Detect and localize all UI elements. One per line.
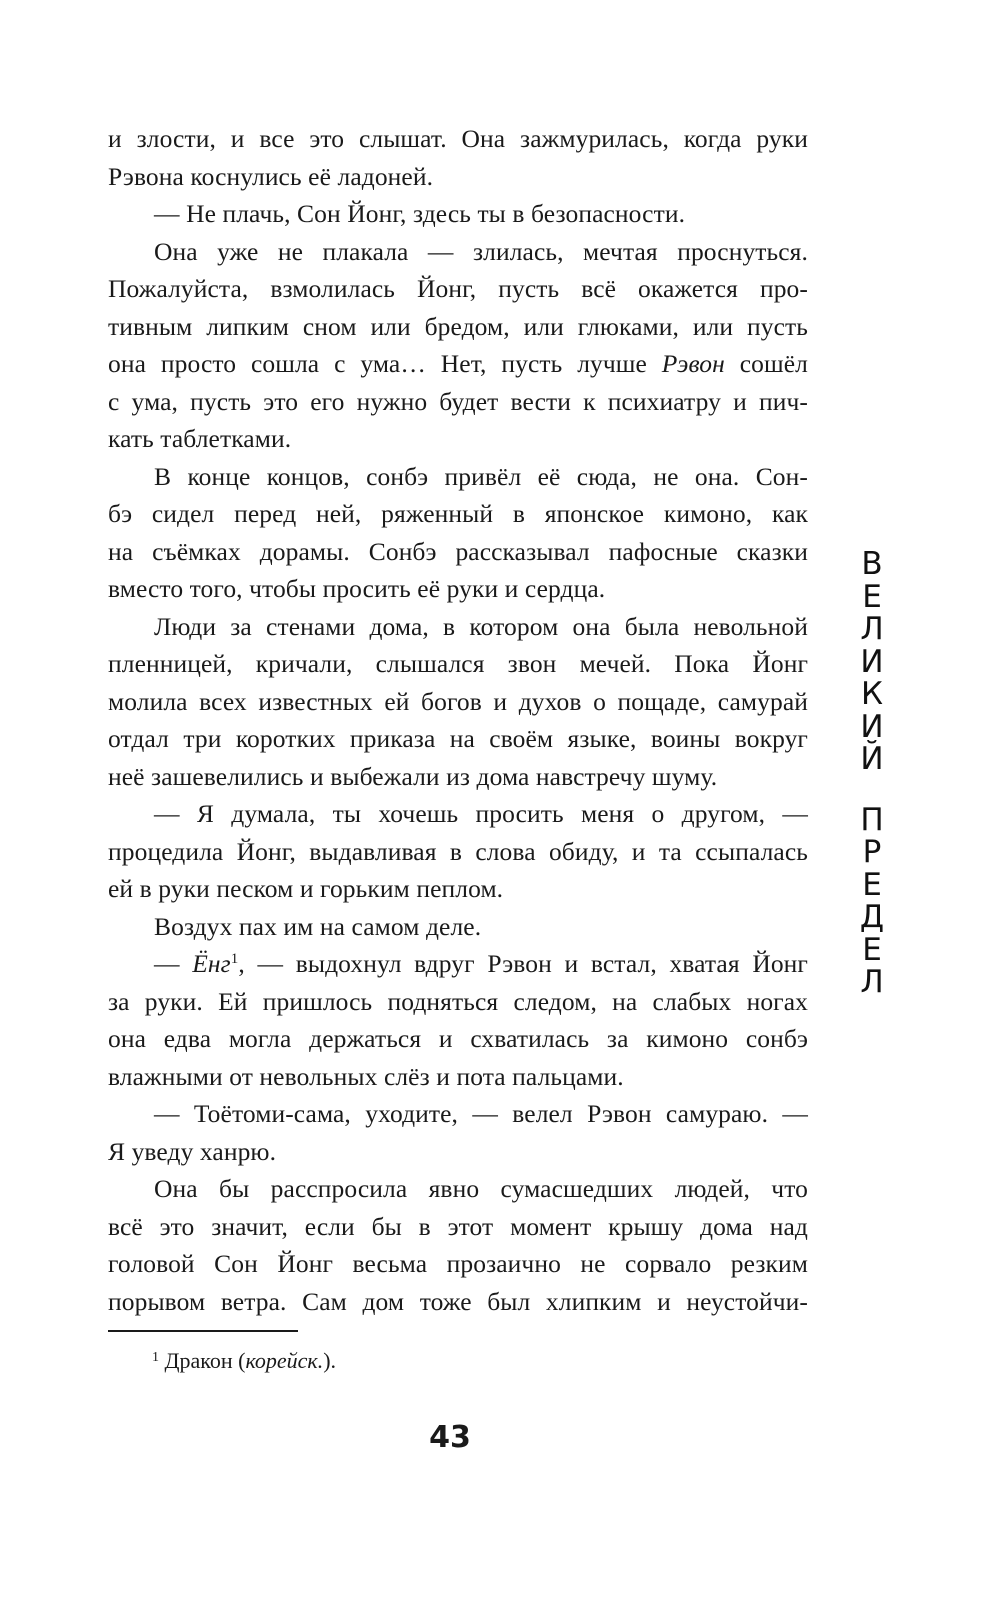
text-line: головой Сон Йонг весьма прозаично не сорвало резким: [108, 1249, 808, 1278]
text-line: Пожалуйста, взмолилась Йонг, пусть всё окажется про-: [108, 274, 808, 303]
title-letter: Й: [860, 741, 884, 777]
text-line: тивным липким сном или бредом, или глюками, или пусть: [108, 311, 808, 341]
text-line: пленницей, кричали, слышался звон мечей. Пока Йонг: [108, 649, 808, 678]
text-line: процедила Йонг, выдавливая в слова обиду, и та ссыпалась: [108, 836, 808, 866]
text-segment: , — выдохнул вдруг Рэвон и встал, хватая Йонг: [238, 949, 808, 978]
text-line: [108, 345, 808, 383]
footnote-reference: 1: [230, 951, 239, 967]
title-letter: Д: [859, 899, 885, 935]
text-segment: она просто сошла с ума… Нет, пусть лучше: [108, 349, 662, 378]
text-line: ей в руки песком и горьким пеплом.: [108, 874, 504, 903]
title-letter: Е: [862, 931, 882, 968]
footnote-tail: ).: [323, 1348, 337, 1373]
text-line: кать таблетками.: [108, 424, 292, 453]
footnote-divider: [108, 1330, 298, 1332]
text-line: за руки. Ей пришлось подняться следом, на слабых ногах: [108, 986, 808, 1016]
text-line: бэ сидел перед ней, ряженный в японское кимоно, как: [108, 499, 808, 528]
italic-name: Рэвон: [661, 349, 725, 378]
title-letter: Л: [860, 611, 884, 647]
text-line: она едва могла держаться и схватилась за кимоно сонбэ: [108, 1024, 808, 1053]
text-line: неё зашевелились и выбежали из дома навстречу шуму.: [108, 761, 718, 791]
page-number: 43: [429, 1420, 471, 1455]
text-line: Я уведу ханрю.: [108, 1136, 277, 1166]
title-letter: Е: [862, 578, 882, 615]
text-line: с ума, пусть это его нужно будет вести к психиатру и пич-: [108, 386, 808, 416]
text-line: Она уже не плакала — злилась, мечтая проснуться.: [154, 236, 808, 266]
title-letter: П: [860, 801, 884, 838]
title-letter: И: [860, 708, 884, 745]
title-letter: Р: [862, 834, 882, 870]
title-letter: И: [860, 643, 884, 680]
text-segment: сошёл: [724, 349, 808, 378]
title-letter: Л: [860, 964, 884, 1000]
text-line: — Тоётоми-сама, уходите, — велел Рэвон самураю. —: [154, 1099, 808, 1128]
title-letter: К: [860, 676, 883, 712]
text-line: Люди за стенами дома, в котором она была невольной: [154, 611, 808, 641]
text-line: — Не плачь, Сон Йонг, здесь ты в безопасности.: [154, 199, 686, 228]
text-line: и злости, и все это слышат. Она зажмурилась, когда руки: [108, 124, 808, 153]
text-line: молила всех известных ей богов и духов о пощаде, самурай: [108, 686, 808, 716]
text-line: всё это значит, если бы в этот момент крышу дома над: [108, 1211, 808, 1241]
footnote-italic: корейск.: [245, 1348, 324, 1373]
text-line: Воздух пах им на самом деле.: [154, 911, 482, 941]
text-line: вместо того, чтобы просить её руки и сердца.: [108, 574, 606, 603]
italic-word: Ёнг: [192, 949, 231, 978]
text-line: В конце концов, сонбэ привёл её сюда, не она. Сон-: [154, 461, 808, 491]
footnote-marker: 1: [152, 1350, 159, 1365]
text-line: [108, 945, 808, 983]
text-line: на съёмках дорамы. Сонбэ рассказывал пафосные сказки: [108, 536, 808, 566]
text-line: порывом ветра. Сам дом тоже был хлипким и неустойчи-: [108, 1286, 808, 1316]
text-line: — Я думала, ты хочешь просить меня о другом, —: [154, 799, 808, 828]
title-letter: Е: [862, 866, 882, 903]
text-line: влажными от невольных слёз и пота пальцами.: [108, 1061, 624, 1091]
body-text: [108, 120, 808, 1320]
text-line: отдал три коротких приказа на своём языке, воины вокруг: [108, 724, 808, 753]
text-line: Рэвона коснулись её ладоней.: [108, 161, 434, 191]
title-letter: В: [861, 546, 883, 582]
footnote: [152, 1346, 336, 1376]
footnote-text: Дракон (: [164, 1348, 246, 1373]
vertical-book-title: [848, 548, 896, 999]
title-word-gap: [848, 776, 896, 804]
text-line: Она бы расспросила явно сумасшедших людей, что: [154, 1174, 808, 1203]
text-segment: —: [154, 949, 193, 978]
